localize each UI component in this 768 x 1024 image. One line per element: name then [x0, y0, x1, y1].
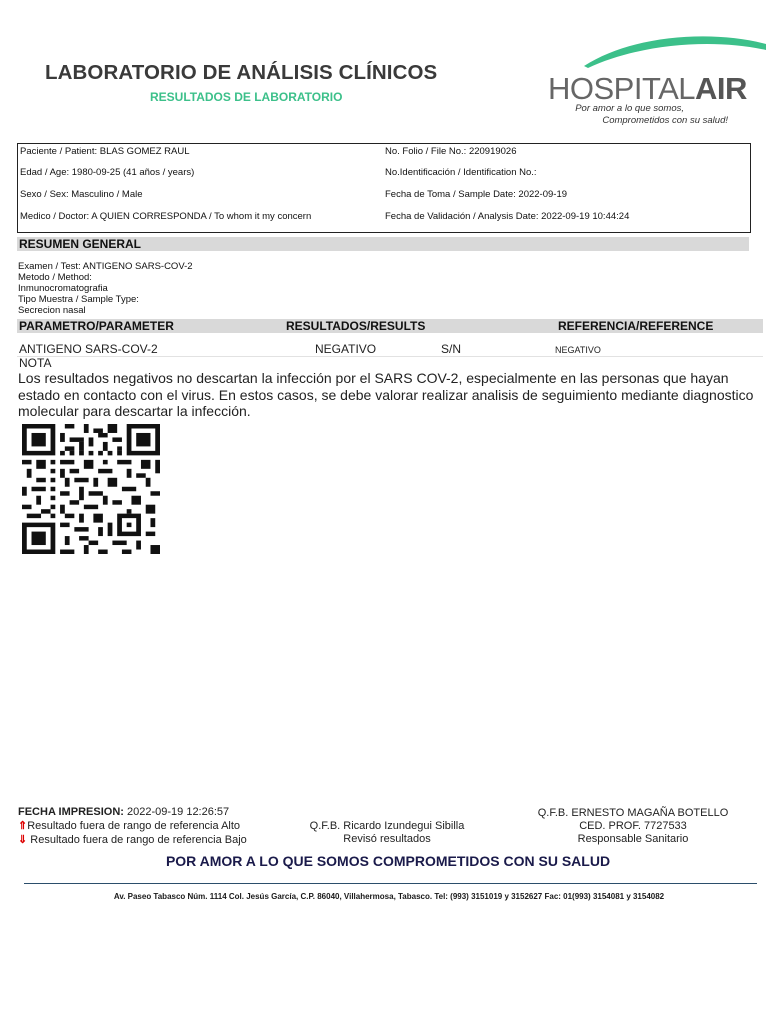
footer-divider [24, 883, 757, 884]
logo-wordmark: HOSPITALAIR [548, 71, 747, 106]
print-date-label: FECHA IMPRESION: [18, 806, 124, 818]
legend-low [18, 833, 247, 846]
note-body: Los resultados negativos no descartan la infección por el SARS COV-2, especialmente en las personas que hayan estado en contacto con el virus. En estos casos, se debe valorar realizar analisis de seguimiento mediante diagnostico molecular para descartar la infección. [18, 370, 754, 419]
row-divider [17, 356, 763, 357]
exam-test: Examen / Test: ANTIGENO SARS-COV-2 [18, 261, 193, 272]
hospital-logo [544, 28, 766, 132]
row-reference: NEGATIVO [555, 345, 601, 355]
arrow-down-icon: ⇓ [18, 834, 28, 846]
patient-info-box [17, 143, 751, 233]
responsible-name: Q.F.B. ERNESTO MAGAÑA BOTELLO [537, 807, 729, 819]
reviewer-name: Q.F.B. Ricardo Izundegui Sibilla [309, 820, 465, 832]
row-unit: S/N [441, 342, 462, 356]
responsible-role: Responsable Sanitario [577, 833, 689, 845]
patient-name: Paciente / Patient: BLAS GOMEZ RAUL [20, 146, 190, 157]
header-parameter: PARAMETRO/PARAMETER [19, 319, 174, 333]
legend-high-text: Resultado fuera de rango de referencia Alto [27, 820, 241, 832]
method-label: Metodo / Method: [18, 272, 92, 283]
qr-code [22, 424, 160, 554]
legend-low-text: Resultado fuera de rango de referencia Bajo [30, 834, 247, 846]
reviewer-role: Revisó resultados [343, 833, 431, 845]
lab-title: LABORATORIO DE ANÁLISIS CLÍNICOS [45, 61, 438, 84]
patient-doctor: Medico / Doctor: A QUIEN CORRESPONDA / To whom it my concern [20, 211, 312, 222]
sample-date: Fecha de Toma / Sample Date: 2022-09-19 [385, 189, 568, 200]
analysis-date: Fecha de Validación / Analysis Date: 2022-09-19 10:44:24 [385, 211, 630, 222]
summary-title: RESUMEN GENERAL [19, 237, 142, 251]
row-result: NEGATIVO [315, 342, 377, 356]
patient-age: Edad / Age: 1980-09-25 (41 años / years) [20, 167, 195, 178]
arrow-up-icon: ⇑ [18, 820, 28, 832]
print-date-value: 2022-09-19 12:26:57 [127, 806, 230, 818]
print-date [18, 806, 229, 818]
responsible-license: CED. PROF. 7727533 [579, 820, 687, 832]
logo-tagline-1: Por amor a lo que somos, [575, 103, 684, 114]
results-header-bar [17, 319, 763, 333]
footer-address: Av. Paseo Tabasco Núm. 1114 Col. Jesús García, C.P. 86040, Villahermosa, Tabasco. Tel: (993) 3151019 y 3152627 Fac: 01(993) 3154081 y 3154082 [113, 892, 665, 901]
header-results: RESULTADOS/RESULTS [286, 319, 426, 333]
sample-type-value: Secrecion nasal [18, 305, 86, 316]
logo-tagline-2: Comprometidos con su salud! [602, 115, 728, 126]
legend-high [18, 819, 240, 832]
method-value: Inmunocromatografia [18, 283, 108, 294]
lab-subtitle: RESULTADOS DE LABORATORIO [150, 90, 343, 104]
header-reference: REFERENCIA/REFERENCE [558, 319, 714, 333]
qr-code-icon [22, 424, 160, 554]
sample-type-label: Tipo Muestra / Sample Type: [18, 294, 139, 305]
summary-header-bar [17, 237, 749, 251]
note-label: NOTA [19, 356, 52, 370]
row-parameter: ANTIGENO SARS-COV-2 [19, 342, 158, 356]
patient-sex: Sexo / Sex: Masculino / Male [20, 189, 143, 200]
file-number: No. Folio / File No.: 220919026 [385, 146, 517, 157]
footer-slogan: POR AMOR A LO QUE SOMOS COMPROMETIDOS CON SU SALUD [165, 853, 611, 869]
identification-number: No.Identificación / Identification No.: [385, 167, 537, 178]
